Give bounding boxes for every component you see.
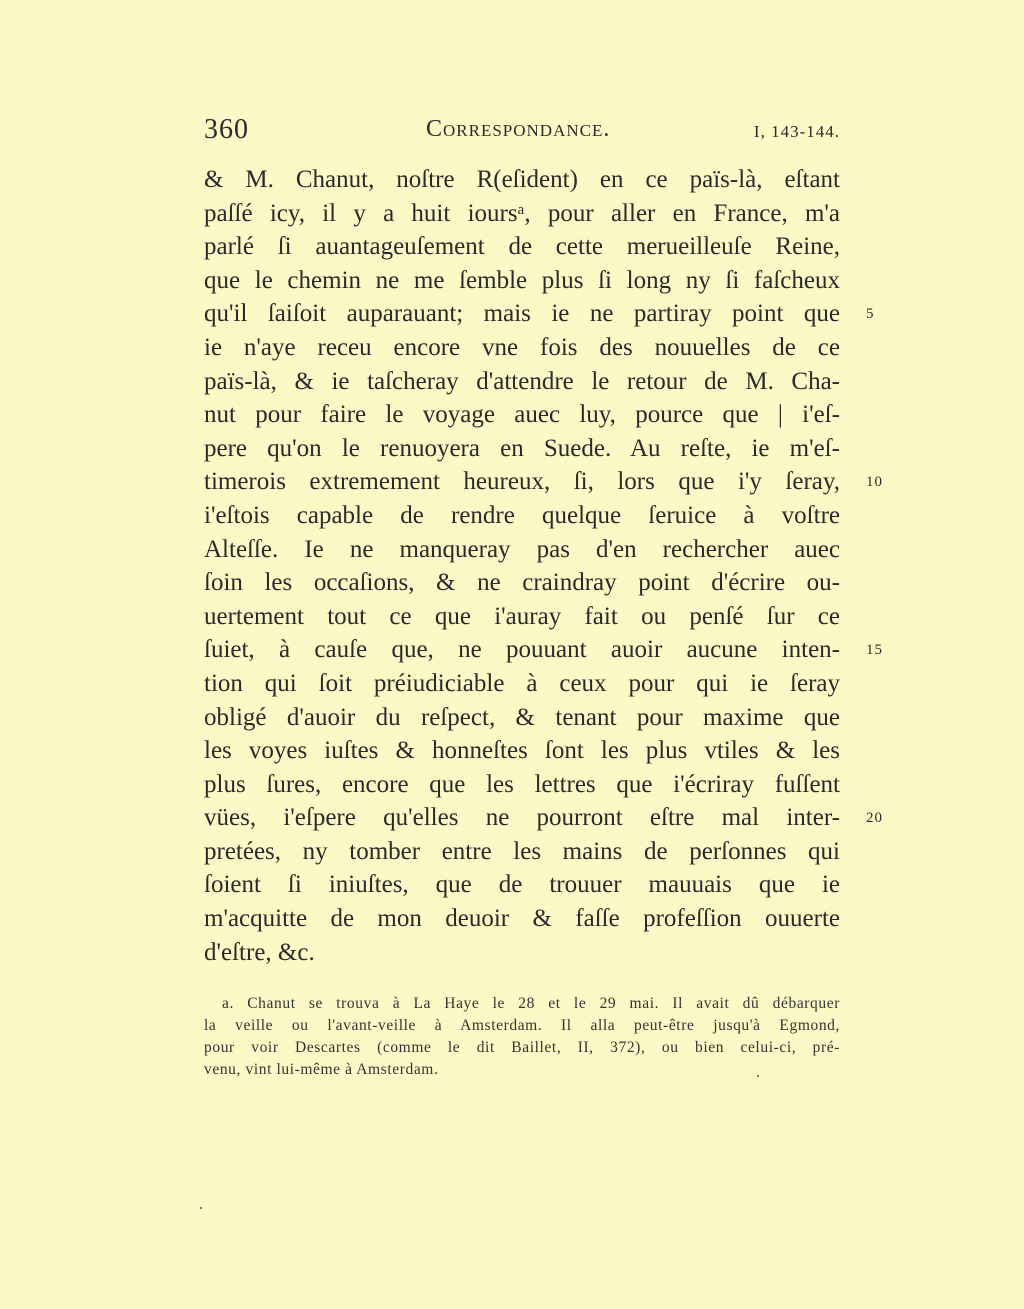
print-speck <box>757 1075 759 1077</box>
text-line <box>204 667 840 701</box>
text-line <box>204 331 840 365</box>
text-line-content: obligé d'auoir du reſpect, & tenant pour maxime que <box>204 703 840 731</box>
text-line-content: tion qui ſoit préiudiciable à ceux pour qui ie ſeray <box>204 669 840 697</box>
text-line-content: vües, i'eſpere qu'elles ne pourront eſtre mal inter- <box>204 804 840 832</box>
text-line <box>204 432 840 466</box>
text-line <box>204 465 883 499</box>
text-line <box>204 230 840 264</box>
text-line-content: uertement tout ce que i'auray fait ou penſé ſur ce <box>204 602 840 630</box>
text-line-content: Alteſſe. Ie ne manqueray pas d'en rechercher auec <box>204 535 840 563</box>
text-line <box>204 264 840 298</box>
text-line-content: ie n'aye receu encore vne fois des nouuelles de ce <box>204 333 840 361</box>
footnote-line: a. Chanut se trouva à La Haye le 28 et le 29 mai. Il avait dû débarquer <box>222 995 840 1012</box>
line-number: 20 <box>866 810 883 827</box>
text-line <box>204 734 840 768</box>
text-line-content: paſſé icy, il y a huit ioursᵃ, pour aller en France, m'a <box>204 199 840 227</box>
text-line-content: que le chemin ne me ſemble plus ſi long ny ſi faſcheux <box>204 266 840 294</box>
text-line <box>204 398 840 432</box>
text-line-content: les voyes iuſtes & honneſtes ſont les plus vtiles & les <box>204 737 840 765</box>
text-line <box>204 533 840 567</box>
text-line <box>204 835 840 869</box>
volume-reference: I, 143-144. <box>753 122 840 141</box>
text-line-content: i'eſtois capable de rendre quelque ſeruice à voſtre <box>204 501 840 529</box>
text-line <box>204 936 840 970</box>
running-header <box>204 114 840 150</box>
footnote-line: venu, vint lui-même à Amsterdam. <box>204 1061 439 1078</box>
text-line-content: parlé ſi auantageuſement de cette merueilleuſe Reine, <box>204 233 840 261</box>
text-line <box>204 297 875 331</box>
line-number: 5 <box>866 306 875 323</box>
running-title: Correspondance. <box>426 116 611 142</box>
text-line-content: m'acquitte de mon deuoir & faſſe profeſſion ouuerte <box>204 905 840 933</box>
letter-body <box>204 163 883 969</box>
text-line <box>204 801 883 835</box>
print-speck <box>200 1207 202 1209</box>
text-line-content: ſoient ſi iniuſtes, que de trouuer mauuais que ie <box>204 871 840 899</box>
text-line <box>204 633 883 667</box>
text-line <box>204 499 840 533</box>
text-line <box>204 701 840 735</box>
text-line-content: païs-là, & ie taſcheray d'attendre le retour de M. Cha- <box>204 367 840 395</box>
text-line-content: pere qu'on le renuoyera en Suede. Au reſte, ie m'eſ- <box>204 434 840 462</box>
text-line <box>204 600 840 634</box>
text-line <box>204 566 840 600</box>
text-line-content: nut pour faire le voyage auec luy, pource que | i'eſ- <box>204 401 840 429</box>
text-line <box>204 197 840 231</box>
text-line-content: pretées, ny tomber entre les mains de perſonnes qui <box>204 837 840 865</box>
text-line-content: d'eſtre, &c. <box>204 938 315 966</box>
text-line-content: plus ſures, encore que les lettres que i'écriray fuſſent <box>204 770 840 798</box>
text-line-content: ſoin les occaſions, & ne craindray point d'écrire ou- <box>204 569 840 597</box>
page-number: 360 <box>204 114 249 145</box>
text-line-content: ſuiet, à cauſe que, ne pouuant auoir aucune inten- <box>204 636 840 664</box>
text-line-content: timerois extremement heureux, ſi, lors que i'y ſeray, <box>204 468 840 496</box>
text-line <box>204 868 840 902</box>
text-line <box>204 902 840 936</box>
footnote <box>204 993 840 1081</box>
line-number: 15 <box>866 642 883 659</box>
text-line <box>204 365 840 399</box>
text-line <box>204 163 840 197</box>
footnote-line: pour voir Descartes (comme le dit Baillet, II, 372), ou bien celui-ci, pré- <box>204 1039 840 1056</box>
line-number: 10 <box>866 474 883 491</box>
text-line <box>204 768 840 802</box>
text-line-content: & M. Chanut, noſtre R(eſident) en ce païs-là, eſtant <box>204 166 840 193</box>
text-line-content: qu'il ſaiſoit auparauant; mais ie ne partiray point que <box>204 300 840 328</box>
footnote-line: la veille ou l'avant-veille à Amsterdam. Il alla peut-être jusqu'à Egmond, <box>204 1017 840 1034</box>
